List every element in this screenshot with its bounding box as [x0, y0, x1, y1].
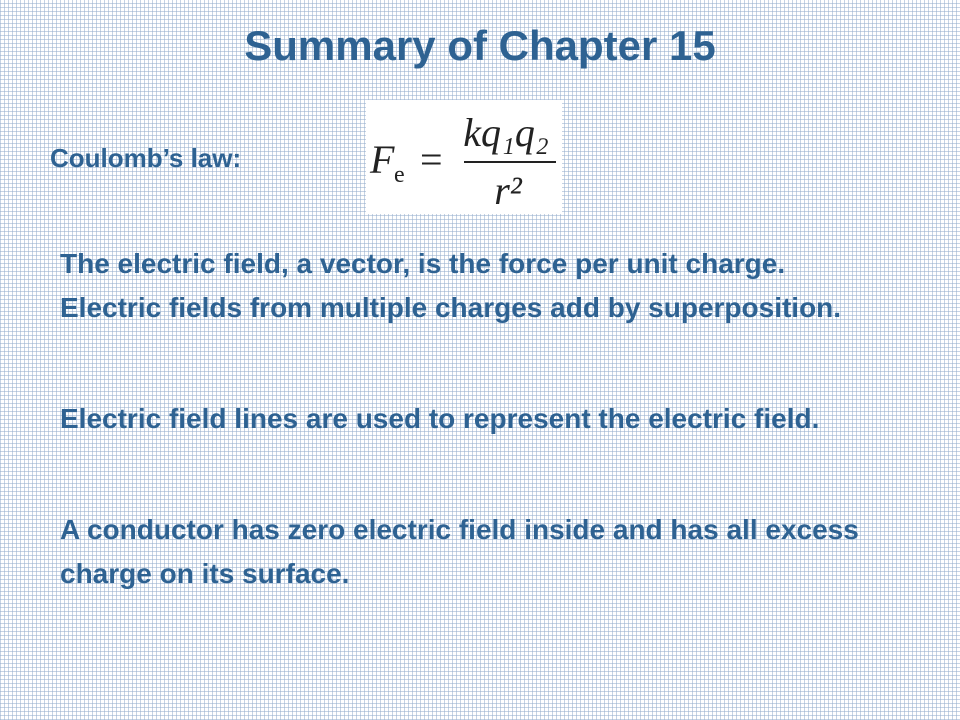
formula-equals: = [420, 137, 443, 182]
paragraph-field-lines: Electric field lines are used to represent the electric field. [60, 403, 820, 434]
paragraph-conductor: A conductor has zero electric field inside and has all excess charge on its surface. [60, 514, 859, 589]
formula-lhs: F [370, 137, 395, 182]
coulombs-law-label: Coulomb’s law: [50, 143, 242, 173]
formula-denominator: r² [494, 168, 522, 213]
formula-numerator: kq₁q₂ [463, 110, 549, 155]
paragraph-electric-field: The electric field, a vector, is the force per unit charge. Electric fields from multiple charges add by superposition. [60, 248, 842, 323]
formula-lhs-subscript: e [394, 162, 405, 188]
slide-title: Summary of Chapter 15 [244, 22, 716, 69]
coulombs-law-formula [366, 100, 562, 214]
